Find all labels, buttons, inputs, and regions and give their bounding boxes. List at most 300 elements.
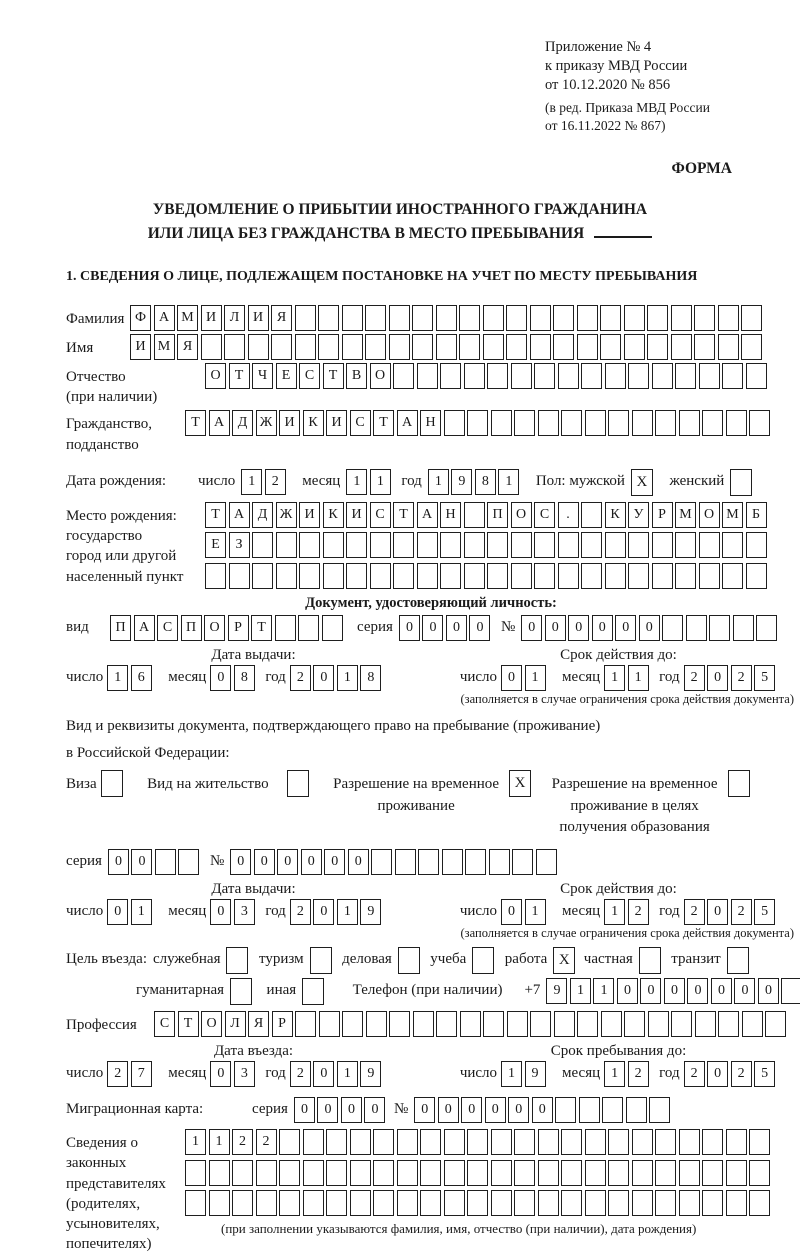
char-cell[interactable]: 0 (707, 899, 728, 925)
char-cell[interactable]: Н (420, 410, 441, 436)
char-cell[interactable] (303, 1160, 324, 1186)
char-cell[interactable]: 0 (341, 1097, 362, 1123)
char-cell[interactable] (323, 563, 344, 589)
char-cell[interactable] (561, 1160, 582, 1186)
char-cell[interactable]: М (154, 334, 175, 360)
char-cell[interactable]: И (299, 502, 320, 528)
char-cell[interactable] (749, 1160, 770, 1186)
char-cell[interactable] (276, 532, 297, 558)
char-cell[interactable]: 0 (301, 849, 322, 875)
char-cell[interactable] (397, 1190, 418, 1216)
char-cell[interactable]: О (370, 363, 391, 389)
char-cell[interactable] (467, 410, 488, 436)
char-cell[interactable] (397, 1160, 418, 1186)
char-cell[interactable] (749, 410, 770, 436)
char-cell[interactable] (412, 334, 433, 360)
char-cell[interactable]: 0 (399, 615, 420, 641)
char-cell[interactable]: . (558, 502, 579, 528)
char-cell[interactable] (444, 1190, 465, 1216)
char-cell[interactable] (741, 334, 762, 360)
char-cell[interactable] (538, 1160, 559, 1186)
char-cell[interactable]: 0 (107, 899, 128, 925)
char-cell[interactable]: Н (440, 502, 461, 528)
char-cell[interactable]: 1 (498, 469, 519, 495)
char-cell[interactable]: Т (393, 502, 414, 528)
char-cell[interactable] (756, 615, 777, 641)
char-cell[interactable] (464, 563, 485, 589)
char-cell[interactable] (346, 563, 367, 589)
char-cell[interactable] (436, 1011, 457, 1037)
char-cell[interactable] (370, 563, 391, 589)
char-cell[interactable] (507, 1011, 528, 1037)
char-cell[interactable]: 8 (475, 469, 496, 495)
char-cell[interactable] (318, 305, 339, 331)
char-cell[interactable]: К (323, 502, 344, 528)
char-cell[interactable]: 2 (628, 1061, 649, 1087)
char-cell[interactable] (536, 849, 557, 875)
char-cell[interactable] (601, 1011, 622, 1037)
char-cell[interactable]: 1 (428, 469, 449, 495)
char-cell[interactable] (373, 1129, 394, 1155)
char-cell[interactable] (628, 563, 649, 589)
char-cell[interactable]: 0 (734, 978, 755, 1004)
char-cell[interactable]: 0 (313, 1061, 334, 1087)
char-cell[interactable] (201, 334, 222, 360)
char-cell[interactable] (624, 1011, 645, 1037)
char-cell[interactable]: 0 (313, 899, 334, 925)
char-cell[interactable] (722, 563, 743, 589)
char-cell[interactable]: 0 (414, 1097, 435, 1123)
char-cell[interactable] (561, 410, 582, 436)
char-cell[interactable] (252, 532, 273, 558)
char-cell[interactable]: С (157, 615, 178, 641)
char-cell[interactable]: 1 (337, 899, 358, 925)
char-cell[interactable]: 2 (731, 665, 752, 691)
char-cell[interactable] (746, 563, 767, 589)
char-cell[interactable] (746, 363, 767, 389)
char-cell[interactable]: 2 (290, 665, 311, 691)
char-cell[interactable] (553, 334, 574, 360)
char-cell[interactable]: 0 (210, 1061, 231, 1087)
char-cell[interactable] (303, 1190, 324, 1216)
char-cell[interactable] (608, 1190, 629, 1216)
char-cell[interactable]: 1 (107, 665, 128, 691)
char-cell[interactable]: 9 (546, 978, 567, 1004)
char-cell[interactable] (319, 1011, 340, 1037)
char-cell[interactable]: 1 (501, 1061, 522, 1087)
char-cell[interactable] (675, 532, 696, 558)
char-cell[interactable]: Т (229, 363, 250, 389)
char-cell[interactable]: М (675, 502, 696, 528)
char-cell[interactable]: С (154, 1011, 175, 1037)
char-cell[interactable] (342, 1011, 363, 1037)
char-cell[interactable] (365, 334, 386, 360)
char-cell[interactable]: 2 (290, 1061, 311, 1087)
char-cell[interactable] (326, 1129, 347, 1155)
char-cell[interactable]: 0 (277, 849, 298, 875)
char-cell[interactable] (671, 1011, 692, 1037)
char-cell[interactable] (393, 532, 414, 558)
char-cell[interactable] (436, 334, 457, 360)
char-cell[interactable] (397, 1129, 418, 1155)
char-cell[interactable]: 2 (684, 665, 705, 691)
char-cell[interactable]: 0 (501, 899, 522, 925)
char-cell[interactable] (581, 563, 602, 589)
char-cell[interactable]: С (370, 502, 391, 528)
char-cell[interactable]: 1 (337, 1061, 358, 1087)
char-cell[interactable] (511, 563, 532, 589)
char-cell[interactable]: Т (205, 502, 226, 528)
char-cell[interactable]: Л (225, 1011, 246, 1037)
char-cell[interactable]: 0 (639, 615, 660, 641)
char-cell[interactable]: В (346, 363, 367, 389)
char-cell[interactable]: 9 (525, 1061, 546, 1087)
char-cell[interactable] (695, 1011, 716, 1037)
char-cell[interactable]: Т (373, 410, 394, 436)
char-cell[interactable] (781, 978, 800, 1004)
char-cell[interactable] (436, 305, 457, 331)
char-cell[interactable]: 0 (422, 615, 443, 641)
char-cell[interactable]: 0 (210, 665, 231, 691)
purpose-other-checkbox[interactable] (302, 978, 324, 1005)
char-cell[interactable] (577, 305, 598, 331)
char-cell[interactable] (322, 615, 343, 641)
char-cell[interactable] (491, 410, 512, 436)
char-cell[interactable]: И (279, 410, 300, 436)
char-cell[interactable]: 0 (687, 978, 708, 1004)
char-cell[interactable] (299, 532, 320, 558)
char-cell[interactable] (467, 1190, 488, 1216)
char-cell[interactable]: О (204, 615, 225, 641)
char-cell[interactable]: 8 (360, 665, 381, 691)
char-cell[interactable] (699, 532, 720, 558)
char-cell[interactable]: 0 (461, 1097, 482, 1123)
char-cell[interactable] (530, 1011, 551, 1037)
char-cell[interactable] (746, 532, 767, 558)
char-cell[interactable]: К (605, 502, 626, 528)
char-cell[interactable]: 0 (294, 1097, 315, 1123)
purpose-humanitarian-checkbox[interactable] (230, 978, 252, 1005)
char-cell[interactable] (205, 563, 226, 589)
char-cell[interactable] (323, 532, 344, 558)
char-cell[interactable] (155, 849, 176, 875)
char-cell[interactable] (655, 1160, 676, 1186)
char-cell[interactable] (749, 1190, 770, 1216)
char-cell[interactable] (350, 1190, 371, 1216)
char-cell[interactable] (534, 532, 555, 558)
residence-permit-checkbox[interactable] (287, 770, 309, 797)
char-cell[interactable]: 0 (446, 615, 467, 641)
char-cell[interactable]: А (417, 502, 438, 528)
char-cell[interactable] (185, 1160, 206, 1186)
char-cell[interactable] (444, 1160, 465, 1186)
char-cell[interactable]: 7 (131, 1061, 152, 1087)
char-cell[interactable] (487, 363, 508, 389)
char-cell[interactable]: 0 (469, 615, 490, 641)
char-cell[interactable]: 3 (234, 899, 255, 925)
char-cell[interactable]: 1 (628, 665, 649, 691)
char-cell[interactable]: 6 (131, 665, 152, 691)
char-cell[interactable] (558, 363, 579, 389)
char-cell[interactable]: И (346, 502, 367, 528)
edu-permit-checkbox[interactable] (728, 770, 750, 797)
char-cell[interactable] (534, 363, 555, 389)
char-cell[interactable]: А (209, 410, 230, 436)
char-cell[interactable] (624, 334, 645, 360)
purpose-official-checkbox[interactable] (226, 947, 248, 974)
char-cell[interactable] (491, 1160, 512, 1186)
char-cell[interactable] (506, 334, 527, 360)
char-cell[interactable]: 0 (521, 615, 542, 641)
char-cell[interactable] (679, 410, 700, 436)
char-cell[interactable]: 9 (451, 469, 472, 495)
char-cell[interactable] (581, 502, 602, 528)
char-cell[interactable]: О (205, 363, 226, 389)
char-cell[interactable] (655, 410, 676, 436)
char-cell[interactable]: 0 (438, 1097, 459, 1123)
char-cell[interactable] (558, 532, 579, 558)
char-cell[interactable] (632, 1129, 653, 1155)
char-cell[interactable] (652, 563, 673, 589)
char-cell[interactable]: И (248, 305, 269, 331)
char-cell[interactable] (279, 1190, 300, 1216)
char-cell[interactable] (671, 334, 692, 360)
char-cell[interactable]: 1 (131, 899, 152, 925)
char-cell[interactable] (420, 1129, 441, 1155)
char-cell[interactable] (487, 563, 508, 589)
char-cell[interactable] (440, 532, 461, 558)
char-cell[interactable] (232, 1190, 253, 1216)
char-cell[interactable] (765, 1011, 786, 1037)
char-cell[interactable]: 5 (754, 665, 775, 691)
char-cell[interactable]: 0 (230, 849, 251, 875)
char-cell[interactable] (420, 1190, 441, 1216)
char-cell[interactable]: 0 (501, 665, 522, 691)
char-cell[interactable]: О (699, 502, 720, 528)
char-cell[interactable]: Ч (252, 363, 273, 389)
char-cell[interactable] (561, 1190, 582, 1216)
char-cell[interactable]: 0 (707, 1061, 728, 1087)
char-cell[interactable]: 2 (731, 899, 752, 925)
char-cell[interactable]: 0 (317, 1097, 338, 1123)
char-cell[interactable] (373, 1160, 394, 1186)
char-cell[interactable]: 1 (346, 469, 367, 495)
char-cell[interactable] (491, 1129, 512, 1155)
char-cell[interactable]: А (229, 502, 250, 528)
char-cell[interactable] (679, 1160, 700, 1186)
char-cell[interactable] (632, 410, 653, 436)
char-cell[interactable]: Ж (256, 410, 277, 436)
char-cell[interactable] (303, 1129, 324, 1155)
char-cell[interactable] (675, 363, 696, 389)
char-cell[interactable] (389, 334, 410, 360)
char-cell[interactable] (389, 305, 410, 331)
char-cell[interactable]: И (201, 305, 222, 331)
char-cell[interactable]: Я (271, 305, 292, 331)
char-cell[interactable] (579, 1097, 600, 1123)
char-cell[interactable]: И (326, 410, 347, 436)
purpose-work-checkbox[interactable]: X (553, 947, 575, 974)
char-cell[interactable]: 0 (664, 978, 685, 1004)
char-cell[interactable]: 0 (364, 1097, 385, 1123)
char-cell[interactable]: Р (228, 615, 249, 641)
char-cell[interactable]: П (487, 502, 508, 528)
char-cell[interactable] (299, 563, 320, 589)
char-cell[interactable] (279, 1160, 300, 1186)
char-cell[interactable] (722, 363, 743, 389)
char-cell[interactable] (741, 305, 762, 331)
char-cell[interactable]: Т (323, 363, 344, 389)
char-cell[interactable] (464, 532, 485, 558)
char-cell[interactable] (608, 410, 629, 436)
purpose-study-checkbox[interactable] (472, 947, 494, 974)
char-cell[interactable] (628, 532, 649, 558)
char-cell[interactable] (679, 1129, 700, 1155)
char-cell[interactable] (733, 615, 754, 641)
char-cell[interactable] (395, 849, 416, 875)
char-cell[interactable] (600, 305, 621, 331)
char-cell[interactable] (506, 305, 527, 331)
char-cell[interactable]: 2 (684, 1061, 705, 1087)
char-cell[interactable]: 5 (754, 899, 775, 925)
char-cell[interactable] (459, 305, 480, 331)
char-cell[interactable] (632, 1190, 653, 1216)
char-cell[interactable] (538, 410, 559, 436)
char-cell[interactable] (742, 1011, 763, 1037)
char-cell[interactable] (444, 410, 465, 436)
char-cell[interactable] (694, 334, 715, 360)
char-cell[interactable] (726, 1129, 747, 1155)
purpose-transit-checkbox[interactable] (727, 947, 749, 974)
char-cell[interactable]: 9 (360, 899, 381, 925)
char-cell[interactable] (652, 363, 673, 389)
char-cell[interactable] (440, 563, 461, 589)
char-cell[interactable] (628, 363, 649, 389)
sex-female-checkbox[interactable] (730, 469, 752, 496)
char-cell[interactable] (366, 1011, 387, 1037)
char-cell[interactable]: И (130, 334, 151, 360)
char-cell[interactable] (718, 334, 739, 360)
char-cell[interactable] (442, 849, 463, 875)
char-cell[interactable]: 2 (256, 1129, 277, 1155)
char-cell[interactable] (256, 1160, 277, 1186)
char-cell[interactable] (491, 1190, 512, 1216)
char-cell[interactable]: Ж (276, 502, 297, 528)
char-cell[interactable] (726, 1160, 747, 1186)
char-cell[interactable]: М (722, 502, 743, 528)
char-cell[interactable] (489, 849, 510, 875)
char-cell[interactable] (585, 1129, 606, 1155)
char-cell[interactable]: 0 (711, 978, 732, 1004)
char-cell[interactable]: Б (746, 502, 767, 528)
char-cell[interactable] (326, 1190, 347, 1216)
char-cell[interactable] (581, 532, 602, 558)
char-cell[interactable]: Д (232, 410, 253, 436)
char-cell[interactable] (444, 1129, 465, 1155)
char-cell[interactable] (514, 1190, 535, 1216)
char-cell[interactable] (652, 532, 673, 558)
char-cell[interactable] (553, 305, 574, 331)
char-cell[interactable] (487, 532, 508, 558)
char-cell[interactable] (605, 363, 626, 389)
char-cell[interactable]: 5 (754, 1061, 775, 1087)
char-cell[interactable]: Ф (130, 305, 151, 331)
char-cell[interactable]: 1 (209, 1129, 230, 1155)
char-cell[interactable] (276, 563, 297, 589)
char-cell[interactable] (298, 615, 319, 641)
char-cell[interactable]: А (154, 305, 175, 331)
char-cell[interactable]: С (350, 410, 371, 436)
char-cell[interactable] (585, 410, 606, 436)
char-cell[interactable]: У (628, 502, 649, 528)
char-cell[interactable]: 2 (684, 899, 705, 925)
char-cell[interactable]: 1 (604, 665, 625, 691)
char-cell[interactable] (371, 849, 392, 875)
char-cell[interactable] (577, 1011, 598, 1037)
char-cell[interactable]: Л (224, 305, 245, 331)
char-cell[interactable] (224, 334, 245, 360)
char-cell[interactable] (511, 532, 532, 558)
char-cell[interactable] (464, 363, 485, 389)
char-cell[interactable] (346, 532, 367, 558)
char-cell[interactable] (342, 334, 363, 360)
char-cell[interactable] (295, 334, 316, 360)
char-cell[interactable] (318, 334, 339, 360)
char-cell[interactable] (295, 305, 316, 331)
char-cell[interactable] (671, 305, 692, 331)
char-cell[interactable]: Т (185, 410, 206, 436)
char-cell[interactable] (647, 305, 668, 331)
char-cell[interactable] (295, 1011, 316, 1037)
char-cell[interactable] (726, 410, 747, 436)
char-cell[interactable] (326, 1160, 347, 1186)
char-cell[interactable]: 2 (265, 469, 286, 495)
char-cell[interactable] (514, 1129, 535, 1155)
char-cell[interactable] (655, 1190, 676, 1216)
char-cell[interactable]: 1 (604, 1061, 625, 1087)
char-cell[interactable] (534, 563, 555, 589)
char-cell[interactable]: 1 (593, 978, 614, 1004)
char-cell[interactable] (420, 1160, 441, 1186)
char-cell[interactable] (626, 1097, 647, 1123)
char-cell[interactable]: 0 (324, 849, 345, 875)
char-cell[interactable]: 0 (545, 615, 566, 641)
char-cell[interactable] (624, 305, 645, 331)
char-cell[interactable] (699, 363, 720, 389)
char-cell[interactable] (248, 334, 269, 360)
char-cell[interactable] (514, 410, 535, 436)
char-cell[interactable] (718, 1011, 739, 1037)
char-cell[interactable] (209, 1160, 230, 1186)
char-cell[interactable]: Р (652, 502, 673, 528)
char-cell[interactable] (460, 1011, 481, 1037)
char-cell[interactable] (647, 334, 668, 360)
char-cell[interactable]: 0 (485, 1097, 506, 1123)
char-cell[interactable] (232, 1160, 253, 1186)
char-cell[interactable] (561, 1129, 582, 1155)
char-cell[interactable]: М (177, 305, 198, 331)
char-cell[interactable]: 0 (131, 849, 152, 875)
char-cell[interactable] (699, 563, 720, 589)
char-cell[interactable] (530, 305, 551, 331)
char-cell[interactable] (602, 1097, 623, 1123)
char-cell[interactable] (185, 1190, 206, 1216)
char-cell[interactable] (600, 334, 621, 360)
char-cell[interactable] (275, 615, 296, 641)
char-cell[interactable] (252, 563, 273, 589)
char-cell[interactable]: 0 (617, 978, 638, 1004)
char-cell[interactable] (749, 1129, 770, 1155)
